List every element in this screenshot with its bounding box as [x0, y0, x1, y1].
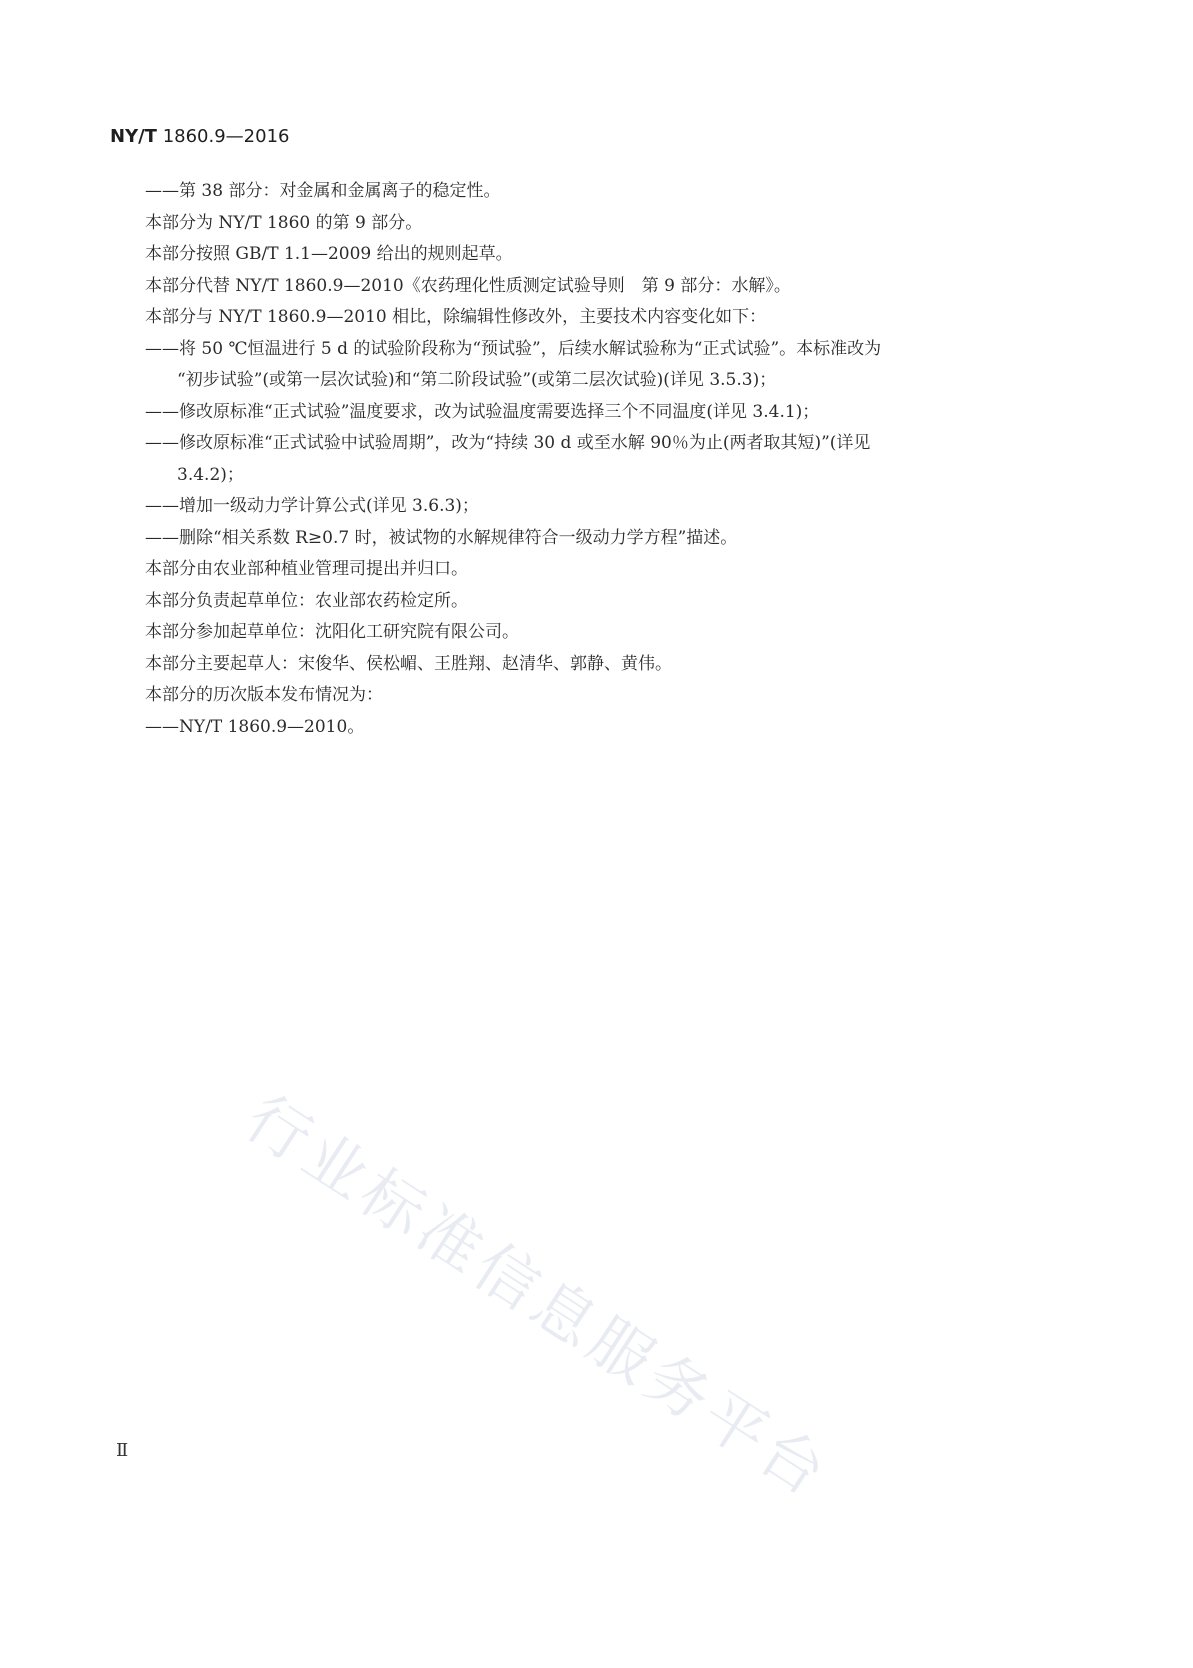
foreword-body: [145, 176, 1145, 743]
text-line: ——将 50 ℃恒温进行 5 d 的试验阶段称为“预试验”，后续水解试验称为“正式试验”。本标准改为: [145, 338, 882, 359]
text-line: ——修改原标准“正式试验中试验周期”，改为“持续 30 d 或至水解 90％为止(两者取其短)”(详见: [145, 433, 871, 453]
standard-code-prefix: NY/T: [110, 126, 157, 147]
text-line: 本部分由农业部种植业管理司提出并归口。: [145, 559, 468, 579]
text-line: 本部分主要起草人：宋俊华、侯松嵋、王胜翔、赵清华、郭静、黄伟。: [145, 653, 672, 674]
text-line: 本部分负责起草单位：农业部农药检定所。: [145, 590, 468, 611]
text-line: 本部分代替 NY/T 1860.9—2010《农药理化性质测定试验导则 第 9 部分：水解》。: [145, 275, 791, 296]
text-line: 本部分参加起草单位：沈阳化工研究院有限公司。: [145, 622, 519, 642]
text-line: 本部分的历次版本发布情况为：: [145, 685, 383, 705]
text-line: ——第 38 部分：对金属和金属离子的稳定性。: [145, 181, 501, 201]
text-line: ——修改原标准“正式试验”温度要求，改为试验温度需要选择三个不同温度(详见 3.4.1)；: [145, 401, 820, 422]
text-line: ——删除“相关系数 R≥0.7 时，被试物的水解规律符合一级动力学方程”描述。: [145, 527, 738, 548]
text-line-continuation: “初步试验”(或第一层次试验)和“第二阶段试验”(或第二层次试验)(详见 3.5.3)；: [177, 370, 777, 390]
text-line-continuation: 3.4.2)；: [177, 464, 244, 485]
text-line: 本部分按照 GB/T 1.1—2009 给出的规则起草。: [145, 244, 513, 264]
standard-code-header: [110, 126, 289, 147]
text-line: ——NY/T 1860.9—2010。: [145, 716, 365, 737]
standard-code-number: 1860.9—2016: [162, 126, 290, 147]
page-number: Ⅱ: [116, 1440, 129, 1461]
text-line: 本部分与 NY/T 1860.9—2010 相比，除编辑性修改外，主要技术内容变化如下：: [145, 307, 767, 327]
text-line: ——增加一级动力学计算公式(详见 3.6.3)；: [145, 496, 479, 516]
text-line: 本部分为 NY/T 1860 的第 9 部分。: [145, 212, 423, 233]
watermark-text: 行业标准信息服务平台: [233, 1080, 844, 1513]
